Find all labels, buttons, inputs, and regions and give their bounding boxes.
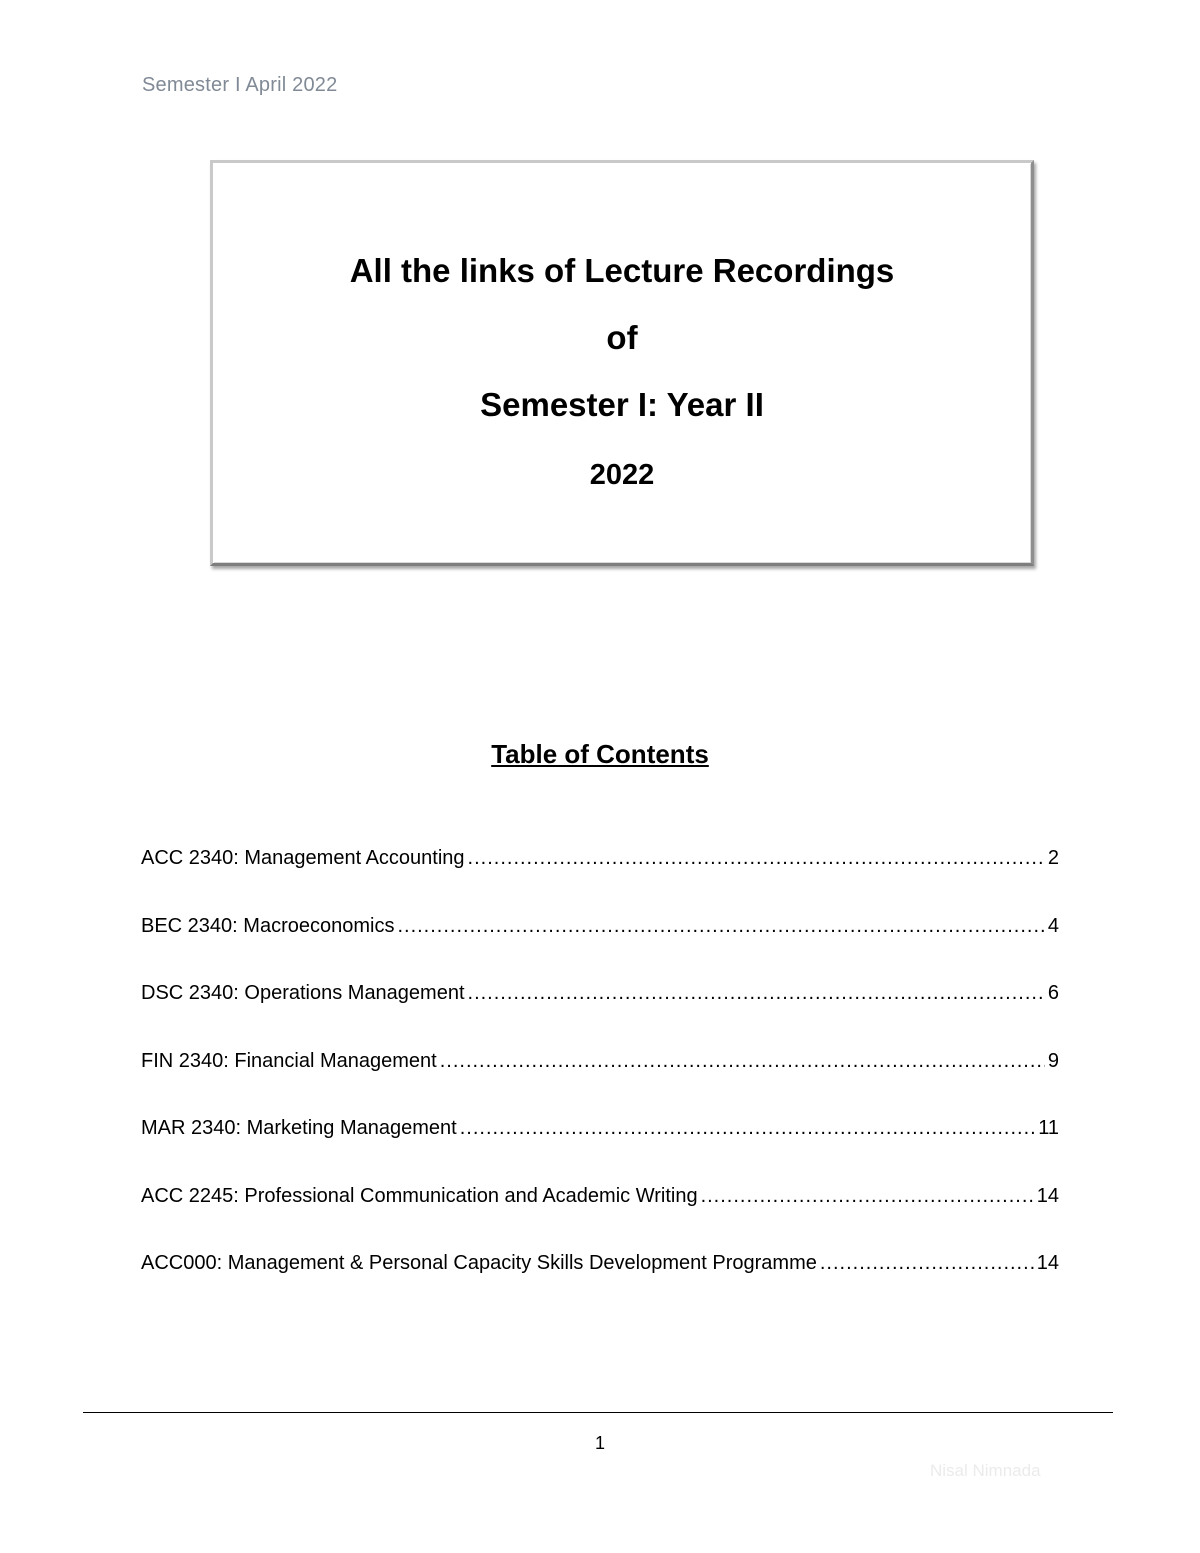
watermark: Nisal Nimnada	[930, 1461, 1041, 1480]
toc-entry[interactable]	[141, 1048, 1059, 1116]
toc-entry-title[interactable]: ACC 2340: Management Accounting	[141, 847, 465, 869]
toc-leader-dots	[820, 1250, 1034, 1276]
toc-leader-dots	[468, 845, 1045, 871]
toc-leader-dots	[460, 1115, 1036, 1141]
toc-entry-title[interactable]: ACC000: Management & Personal Capacity Skills Development Programme	[141, 1252, 817, 1274]
toc-entry-title[interactable]: ACC 2245: Professional Communication and Academic Writing	[141, 1184, 698, 1207]
toc-entry-page[interactable]: 14	[1036, 1252, 1059, 1274]
toc-entry-title[interactable]: MAR 2340: Marketing Management	[141, 1117, 457, 1139]
toc-entry-page[interactable]: 11	[1038, 1117, 1059, 1139]
toc-entry-title[interactable]: DSC 2340: Operations Management	[141, 982, 465, 1004]
toc-entry-page[interactable]: 14	[1036, 1184, 1059, 1207]
toc-entry-page[interactable]: 9	[1047, 1049, 1059, 1072]
toc-entry[interactable]	[141, 1250, 1059, 1318]
toc-entry[interactable]	[141, 913, 1059, 981]
toc-list	[141, 845, 1059, 1318]
toc-entry[interactable]	[141, 980, 1059, 1048]
toc-leader-dots	[397, 913, 1044, 939]
toc-entry[interactable]	[141, 845, 1059, 913]
toc-leader-dots	[701, 1183, 1034, 1209]
page-header: Semester I April 2022	[142, 74, 338, 96]
title-line-4: 2022	[589, 459, 655, 491]
title-line-3: Semester I: Year II	[480, 386, 764, 423]
toc-entry[interactable]	[141, 1115, 1059, 1183]
toc-heading: Table of Contents	[491, 739, 709, 769]
toc-entry[interactable]	[141, 1183, 1059, 1251]
toc-entry-page[interactable]: 2	[1047, 847, 1059, 869]
title-box	[210, 160, 1034, 566]
footer-divider	[83, 1412, 1113, 1413]
title-line-1: All the links of Lecture Recordings	[349, 252, 895, 289]
toc-leader-dots	[468, 980, 1045, 1006]
toc-entry-title[interactable]: FIN 2340: Financial Management	[141, 1049, 437, 1072]
page-number: 1	[594, 1433, 605, 1453]
toc-leader-dots	[440, 1048, 1045, 1074]
title-line-2: of	[606, 319, 638, 356]
toc-entry-title[interactable]: BEC 2340: Macroeconomics	[141, 914, 395, 937]
toc-entry-page[interactable]: 6	[1047, 982, 1059, 1004]
toc-entry-page[interactable]: 4	[1047, 914, 1059, 937]
